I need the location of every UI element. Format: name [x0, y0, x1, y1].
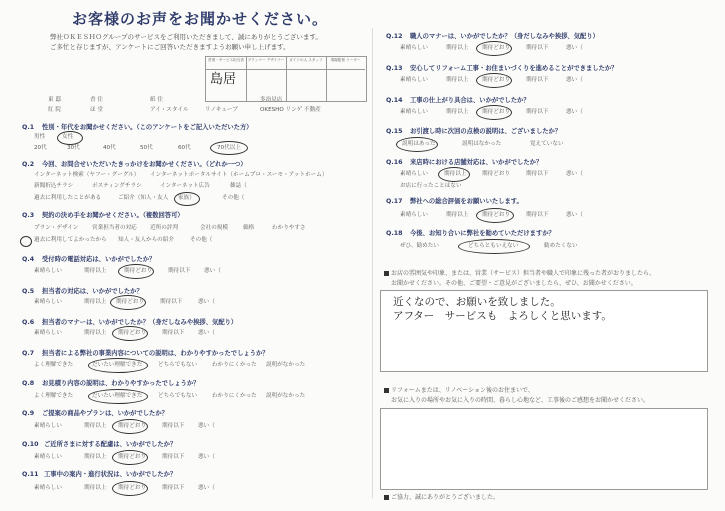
q18-opt-2: どちらともいえない	[468, 243, 519, 249]
q2-opt-3: 新聞折込チラシ	[34, 183, 74, 189]
q16-opt-1: 素晴らしい	[400, 171, 428, 177]
brand-7: リノキューブ	[205, 107, 238, 113]
q4-opt-2: 期待以上	[84, 268, 107, 274]
q10-opt-5: 悪い（	[198, 454, 215, 460]
q10-opt-1: 素晴らしい	[34, 454, 62, 460]
q16-number: Q.16	[386, 159, 403, 166]
q8-opt-3: どちらでもない	[158, 393, 198, 399]
q9-opt-4: 期待以下	[162, 423, 185, 429]
q11-opt-3: 期待どおり	[118, 485, 146, 491]
brand-2: 紅 院	[48, 107, 61, 113]
q18-circle	[458, 239, 530, 254]
q17-number: Q.17	[386, 198, 403, 205]
q1-circle-gender	[57, 131, 83, 145]
q9-circle	[112, 419, 148, 434]
q1-opt-3: 20代	[34, 145, 47, 151]
q11-opt-1: 素晴らしい	[34, 485, 62, 491]
q16-circle	[438, 167, 470, 182]
comment1-handwriting-1: 近くなので、お願いを致しました。	[393, 296, 561, 308]
q14-circle	[476, 105, 512, 120]
q4-opt-4: 期待以下	[168, 268, 191, 274]
q17-opt-3: 期待どおり	[482, 212, 510, 218]
q10-number: Q.10	[22, 441, 39, 448]
q8-opt-2: だいたい理解できた	[92, 393, 143, 399]
q16-opt-6: お店に行ったことはない	[400, 183, 462, 189]
q1-circle-age	[210, 141, 248, 155]
q12-opt-4: 期待以下	[526, 45, 549, 51]
q9-text: ご提案の商品やプランは、いかがでしたか？	[42, 410, 168, 417]
comment1-line-2: お聞かせください。その他、ご要望・ご意見がございましたら、ぜひ、お聞かせください。	[391, 280, 637, 287]
q15-number: Q.15	[386, 128, 403, 135]
q6-circle	[112, 326, 148, 341]
comment2-line-2: お気に入りの場所やお気に入りの時間、暮らし心地など、工事後のご感想をお聞かせください。	[391, 397, 650, 404]
q3-opt-9: その他（	[190, 237, 213, 243]
q12-number: Q.12	[386, 33, 403, 40]
comment2-box	[380, 408, 708, 490]
q11-opt-2: 期待以上	[84, 485, 107, 491]
q14-text: 工事の仕上がり具合は、いかがでしたか？	[410, 97, 530, 104]
q1-opt-8: 70代以上	[217, 145, 241, 151]
q5-opt-2: 期待以上	[84, 299, 107, 305]
q2-opt-10: その他（	[222, 195, 245, 201]
staff-header-planner: プランナー デザイナー	[246, 57, 287, 70]
q14-opt-1: 素晴らしい	[400, 109, 428, 115]
q12-circle	[476, 41, 512, 56]
q7-opt-5: 説明がなかった	[266, 362, 306, 368]
footer-thanks: ご協力、誠にありがとうございました。	[384, 495, 499, 501]
q3-opt-8: 知人・友人からの紹介	[118, 237, 174, 243]
q7-opt-2: だいたい理解できた	[92, 362, 143, 368]
q3-circle	[20, 236, 32, 247]
q3-opt-5: 価格	[243, 225, 255, 231]
q5-opt-5: 悪い（	[198, 299, 215, 305]
q11-text: 工事中の案内・進行状況は、いかがでしたか？	[44, 471, 177, 478]
q14-opt-2: 期待以上	[446, 109, 469, 115]
q3-opt-6: わかりやすさ	[272, 225, 306, 231]
q11-circle	[112, 481, 148, 496]
q2-opt-6: 雑誌（	[230, 183, 247, 189]
brand-9: OKESHO リンゲ 不動産	[260, 107, 321, 113]
q4-circle	[118, 264, 154, 279]
q17-opt-4: 期待以下	[526, 212, 549, 218]
q2-text: 今回、お問合せいただいたきっかけをお聞かせください。（どれか一つ）	[42, 161, 247, 168]
q2-opt-1: インターネット検索（ヤフー・グーグル）	[34, 172, 140, 178]
q10-circle	[112, 450, 148, 465]
q2-opt-8: ご紹介（知人・友人	[118, 195, 169, 201]
q13-circle	[476, 73, 512, 88]
q6-opt-4: 期待以下	[162, 330, 185, 336]
q7-number: Q.7	[22, 350, 35, 357]
brand-1: 東 邸	[48, 97, 61, 103]
q3-opt-7: 過去に利用してよかったから	[34, 237, 107, 243]
q5-number: Q.5	[22, 288, 35, 295]
q16-opt-5: 悪い（	[566, 171, 583, 177]
q7-opt-3: どちらでもない	[158, 362, 198, 368]
q14-opt-4: 期待以下	[526, 109, 549, 115]
q17-text: 弊社への総合評価をお願いいたします。	[410, 198, 523, 205]
q6-text: 担当者のマナーは、いかがでしたか？（身だしなみや挨拶、気配り）	[42, 319, 238, 326]
q11-number: Q.11	[22, 471, 39, 478]
q5-circle	[110, 295, 146, 310]
q2-opt-2: インターネットポータルサイト（ホームプロ・スーモ・アットホーム）	[150, 172, 328, 178]
q13-opt-1: 素晴らしい	[400, 77, 428, 83]
comment1-line-1: お店の雰囲気や印象、または、営業（サービス）担当者や職人で印象に残った者がおりましたら、	[384, 271, 655, 277]
q18-text: 今後、お知り合いに弊社を勧めていただけますか？	[410, 230, 555, 237]
q4-opt-1: 素晴らしい	[34, 268, 62, 274]
q6-opt-3: 期待どおり	[118, 330, 146, 336]
q17-opt-5: 悪い（	[566, 212, 583, 218]
q3-number: Q.3	[22, 212, 35, 219]
square-bullet-icon	[384, 495, 389, 500]
intro-line-1: 弊社ＯＫＥＳＨＯグループのサービスをご利用いただきまして、誠にありがとうございます。	[50, 33, 322, 41]
q7-opt-1: よく理解できた	[34, 362, 74, 368]
staff-name-handwritten: 島居	[210, 72, 237, 87]
staff-header-guide: ガイドの人 スタッフ	[286, 57, 327, 70]
q14-opt-3: 期待どおり	[482, 109, 510, 115]
q8-text: お見積り内容の説明は、わかりやすかったでしょうか？	[42, 380, 200, 387]
q14-number: Q.14	[386, 97, 403, 104]
brand-4: ほ 堂	[90, 107, 103, 113]
q2-circle	[174, 192, 200, 206]
q4-number: Q.4	[22, 256, 35, 263]
q13-opt-3: 期待どおり	[482, 77, 510, 83]
q1-opt-1: 男性	[34, 134, 46, 140]
q9-opt-1: 素晴らしい	[34, 423, 62, 429]
q12-opt-5: 悪い（	[566, 45, 583, 51]
q1-opt-4: 30代	[67, 145, 80, 151]
square-bullet-icon	[384, 271, 389, 276]
brand-8: 多治見店	[260, 97, 283, 103]
comment1-handwriting-2: アフター サービスも よろしくと思います。	[393, 310, 612, 322]
q2-opt-5: インターネット広告	[160, 183, 210, 189]
q12-opt-2: 期待以上	[446, 45, 469, 51]
q7-text: 担当者による弊社の事業内容についての説明は、わかりやすかったでしょうか？	[42, 350, 269, 357]
q3-text: 契約の決め手をお聞かせください。（複数回答可）	[42, 212, 184, 219]
q9-opt-2: 期待以上	[84, 423, 107, 429]
q16-opt-2: 期待以上	[444, 171, 467, 177]
brand-5: 紙 住	[150, 97, 163, 103]
q13-number: Q.13	[386, 65, 403, 72]
intro-line-2: ご多忙と存じますが、アンケートにご回答いただきますようお願い申し上げます。	[50, 43, 290, 51]
q2-opt-7: 過去に利用したことがある	[34, 195, 102, 201]
q4-text: 受付時の電話対応は、いかがでしたか？	[42, 256, 156, 263]
q11-opt-5: 悪い（	[198, 485, 215, 491]
q5-opt-3: 期待どおり	[116, 299, 144, 305]
q1-number: Q.1	[22, 124, 35, 131]
q15-opt-1: 説明はあった	[402, 141, 436, 147]
q12-text: 職人のマナーは、いかがでしたか？（身だしなみや挨拶、気配り）	[410, 33, 599, 40]
q13-opt-4: 期待以下	[526, 77, 549, 83]
q14-opt-5: 悪い（	[566, 109, 583, 115]
q6-opt-1: 素晴らしい	[34, 330, 62, 336]
q6-opt-2: 期待以上	[84, 330, 107, 336]
q16-opt-3: 期待どおり	[482, 171, 510, 177]
q2-opt-4: ポスティングチラシ	[92, 183, 142, 189]
q15-circle	[396, 137, 438, 152]
q10-opt-4: 期待以下	[162, 454, 185, 460]
q4-opt-5: 悪い（	[204, 268, 221, 274]
column-divider	[372, 28, 373, 498]
q9-opt-5: 悪い（	[198, 423, 215, 429]
q1-opt-5: 40代	[103, 145, 116, 151]
square-bullet-icon	[384, 388, 389, 393]
q10-opt-2: 期待以上	[84, 454, 107, 460]
q15-opt-2: 説明はなかった	[462, 141, 502, 147]
q8-circle	[88, 389, 148, 404]
q17-opt-1: 素晴らしい	[400, 212, 428, 218]
q16-text: 来店時における店舗対応は、いかがでしたか？	[410, 159, 543, 166]
q15-text: お引渡し時に次回の点検の説明は、ございましたか？	[410, 128, 562, 135]
q17-opt-2: 期待以上	[446, 212, 469, 218]
q8-opt-5: 説明がなかった	[266, 393, 306, 399]
q17-circle	[476, 208, 514, 223]
q6-number: Q.6	[22, 319, 35, 326]
q8-opt-4: わかりにくかった	[212, 393, 257, 399]
q13-opt-2: 期待以上	[446, 77, 469, 83]
q4-opt-3: 期待どおり	[124, 268, 152, 274]
brand-6: アイ・スタイル	[150, 107, 189, 113]
staff-table	[205, 56, 367, 102]
q1-opt-2: 女性	[62, 134, 74, 140]
q5-opt-4: 期待以下	[160, 299, 183, 305]
brand-3: 香 住	[90, 97, 103, 103]
q11-opt-4: 期待以下	[162, 485, 185, 491]
q13-text: 安心してリフォーム工事・お住まいづくりを進めることができましたか？	[410, 65, 618, 72]
q3-opt-3: 近所の評判	[150, 225, 178, 231]
staff-header-sales: 営業・サービス担当者	[206, 57, 247, 70]
q5-text: 担当者の対応は、いかがでしたか？	[42, 288, 143, 295]
q8-number: Q.8	[22, 380, 35, 387]
q1-text: 性別・年代をお聞かせください。（このアンケートをご記入いただいた方）	[42, 124, 253, 131]
q13-opt-5: 悪い（	[566, 77, 583, 83]
q15-opt-3: 覚えていない	[530, 141, 564, 147]
q6-opt-5: 悪い（	[198, 330, 215, 336]
q3-opt-1: プラン・デザイン	[34, 225, 79, 231]
staff-header-supervisor: 現場監督 リーダー	[326, 57, 365, 70]
q3-opt-2: 営業担当者の対応	[92, 225, 137, 231]
q1-opt-7: 60代	[178, 145, 191, 151]
q1-opt-6: 50代	[140, 145, 153, 151]
q2-opt-9: 家族）	[178, 195, 195, 201]
q9-number: Q.9	[22, 410, 35, 417]
q12-opt-3: 期待どおり	[482, 45, 510, 51]
q18-opt-1: ぜひ、勧めたい	[400, 243, 439, 249]
q10-opt-3: 期待どおり	[118, 454, 146, 460]
q7-opt-4: わかりにくかった	[212, 362, 257, 368]
q16-opt-4: 期待以下	[526, 171, 549, 177]
q5-opt-1: 素晴らしい	[34, 299, 62, 305]
comment1-box	[380, 290, 708, 372]
page-title: お客様のお声をお聞かせください。	[72, 10, 329, 28]
q12-opt-1: 素晴らしい	[400, 45, 428, 51]
comment2-line-1: リフォームまたは、リノベーション後のお住まいで、	[384, 388, 534, 394]
q8-opt-1: よく理解できた	[34, 393, 74, 399]
q18-opt-3: 勧めたくない	[544, 243, 578, 249]
q18-number: Q.18	[386, 230, 403, 237]
q3-opt-4: 会社の規模	[200, 225, 228, 231]
q9-opt-3: 期待どおり	[118, 423, 146, 429]
q7-circle	[88, 358, 148, 373]
q2-number: Q.2	[22, 161, 35, 168]
q10-text: ご近所さまに対する配慮は、いかがでしたか？	[44, 441, 177, 448]
